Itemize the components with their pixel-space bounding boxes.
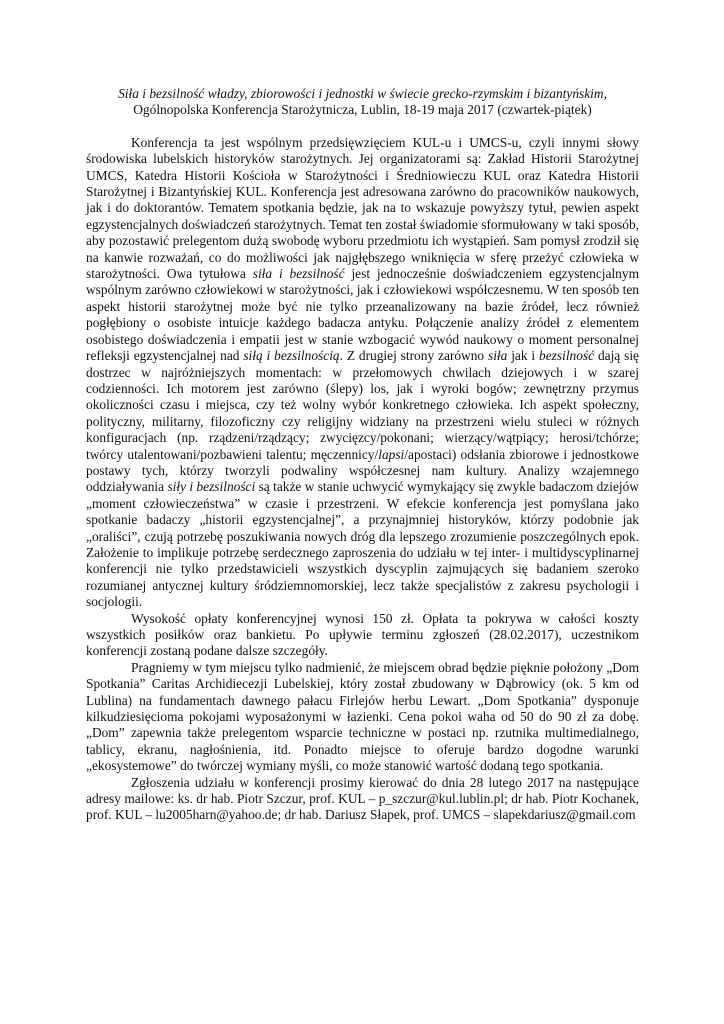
text-run: są także w stanie uchwycić wymykający się zwykle badaczom dziejów „moment człowieczeństwa” w czasie i przestrzeni. W efekcie konferencja jest pomyślana jako spotkanie badaczy „historii egzystencjalnej”, a przynajmniej historyków, którzy podobnie jak „oraliści”, czują potrzebę poszukiwania nowych dróg dla lepszego zrozumienie poszczególnych epok. Założenie to implikuje potrzebę serdecznego zaproszenia do udziału w tej inter- i multidyscyplinarnej konferencji nie tylko przedstawicieli wszystkich dyscyplin zajmujących się badaniem szeroko rozumianej antycznej kultury śródziemnomorskiej, lecz także specjalistów z zakresu psychologii i socjologii.: [86, 479, 639, 610]
paragraph-intro: [86, 135, 639, 611]
text-run: jest jednocześnie doświadczeniem egzystencjalnym wspólnym zarówno człowiekowi w starożytności, jak i człowiekowi współczesnemu. W ten sposób ten aspekt historii starożytnej może być nie tylko przeanalizowany na bazie źródeł, lecz również pogłębiony o osobiste intuicje każdego badacza antyku. Połączenie analizy źródeł z elementem osobistego doświadczenia i empatii jest w stanie wzbogacić wywód naukowy o moment personalnej refleksji egzystencjalnej nad: [86, 266, 639, 364]
title-italic: Siła i bezsilność władzy, zbiorowości i jednostki w świecie grecko-rzymskim i bizantyńskim,: [118, 86, 607, 101]
text-run: . Z drugiej strony zarówno: [339, 348, 488, 364]
italic-term: siły i bezsilności: [167, 479, 256, 495]
paragraph-venue: Pragniemy w tym miejscu tylko nadmienić, że miejscem obrad będzie pięknie położony „Dom Spotkania” Caritas Archidiecezji Lubelskiej, który został zbudowany w Dąbrowicy (ok. 5 km od Lublina) na fundamentach dawnego pałacu Firlejów herbu Lewart. „Dom Spotkania” dysponuje kilkudziesięcioma pokojami wyposażonymi w łazienki. Cena pokoi waha od 50 do 90 zł za dobę. „Dom” zapewnia także prelegentom wsparcie techniczne w postaci np. rzutnika multimedialnego, tablicy, ekranu, nagłośnienia, itd. Ponadto miejsce to oferuje bardzo dogodne warunki „ekosystemowe” do twórczej wymiany myśli, co może stanowić wartość dodaną tego spotkania.: [86, 659, 639, 774]
paragraph-registration: Zgłoszenia udziału w konferencji prosimy kierować do dnia 28 lutego 2017 na następujące adresy mailowe: ks. dr hab. Piotr Szczur, prof. KUL – p_szczur@kul.lublin.pl; dr hab. Piotr Kochanek, prof. KUL – lu2005harn@yahoo.de; dr hab. Dariusz Słapek, prof. UMCS – slapekdariusz@gmail.com: [86, 774, 639, 823]
title-subtitle: Ogólnopolska Konferencja Starożytnicza, Lublin, 18-19 maja 2017 (czwartek-piątek): [133, 102, 592, 118]
document-page: [86, 86, 639, 824]
text-run: dają się dostrzec w najróżniejszych momentach: w przełomowych chwilach dziejowych i w szarej codzienności. Ich motorem jest zarówno (ślepy) los, jak i wyroki bogów; zewnętrzny przymus okoliczności czasu i miejsca, czy też wolny wybór konkretnego człowieka. Ich aspekt społeczny, polityczny, militarny, filozoficzny czy religijny widziany na przestrzeni wielu stuleci w różnych konfiguracjach (np. rządzeni/rządzący; zwycięzcy/pokonani; wierzący/wątpiący; herosi/tchórze; twórcy utalentowani/pozbawieni talentu; męczennicy/: [86, 348, 639, 462]
text-run: /apostaci) odsłania zbiorowe i jednostkowe postawy tych, którzy tworzyli podwaliny współczesnej nam kultury. Analizy wzajemnego oddziaływania: [86, 446, 640, 495]
document-title: [86, 86, 639, 119]
paragraph-fee: Wysokość opłaty konferencyjnej wynosi 150 zł. Opłata ta pokrywa w całości koszty wszystkich posiłków oraz bankietu. Po upływie terminu zgłoszeń (28.02.2017), uczestnikom konferencji zostaną podane dalsze szczegóły.: [86, 610, 639, 659]
italic-term: lapsi: [378, 446, 405, 462]
italic-term: siła i bezsilność: [252, 266, 345, 282]
italic-term: siłą i bezsilnością: [243, 348, 340, 364]
text-run: Konferencja ta jest wspólnym przedsięwzięciem KUL-u i UMCS-u, czyli innymi słowy środowiska lubelskich historyków starożytnych. Jej organizatorami są: Zakład Historii Starożytnej UMCS, Katedra Historii Kościoła w Starożytności i Średniowieczu KUL oraz Katedra Historii Starożytnej i Bizantyńskiej KUL. Konferencja jest adresowana zarówno do pracowników naukowych, jak i do doktorantów. Tematem spotkania będzie, jak na to wskazuje powyższy tytuł, pewien aspekt egzystencjalnych doświadczeń starożytnych. Temat ten został świadomie sformułowany w taki sposób, aby pozostawić prelegentom dużą swobodę wyboru przedmiotu ich wystąpień. Sam pomysł zrodził się na kanwie rozważań, co do możliwości jak najgłębszego wniknięcia w sferę przeżyć człowieka w starożytności. Owa tytułowa: [86, 134, 639, 282]
italic-term: bezsilność: [539, 348, 595, 364]
italic-term: siła: [487, 348, 508, 364]
text-run: jak i: [507, 348, 540, 364]
